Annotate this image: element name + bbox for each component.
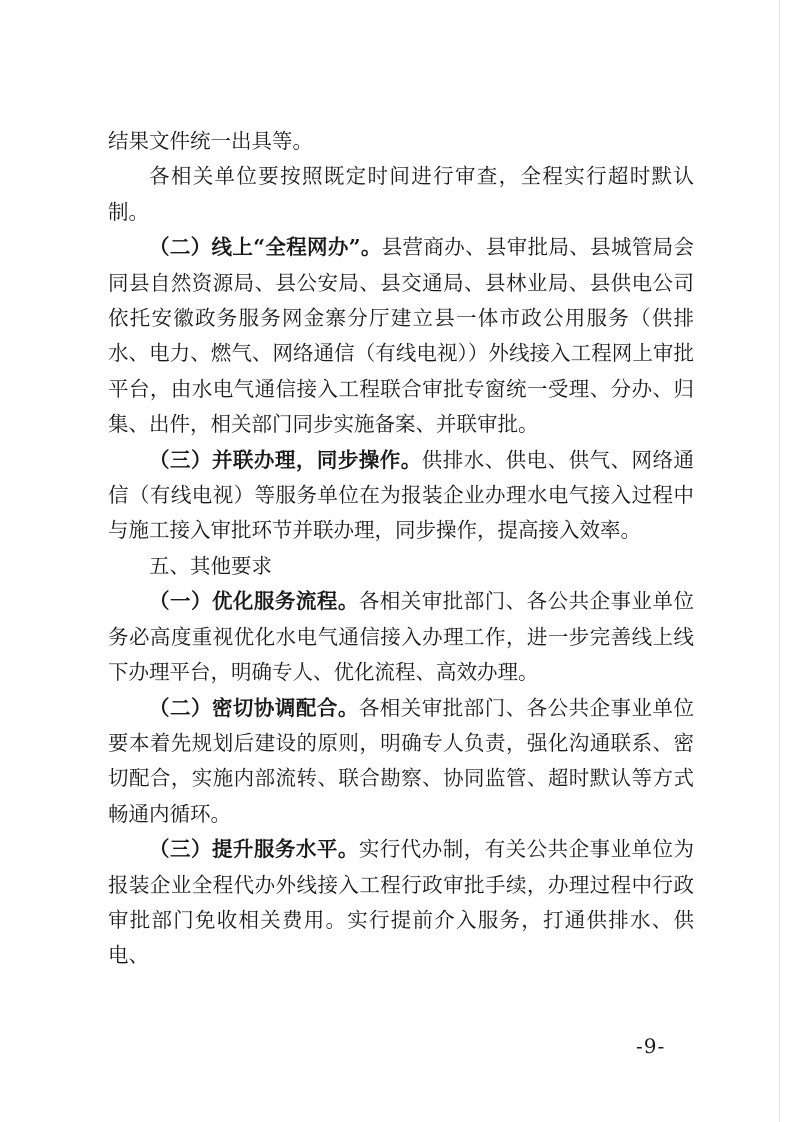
section-heading-text: 五、其他要求: [149, 553, 272, 578]
paragraph-8: [108, 832, 694, 974]
paragraph-7-text: 各相关审批部门、各公共企事业单位要本着先规划后建设的原则，明确专人负责，强化沟通联系、密切配合，实施内部流转、联合勘察、协同监管、超时默认等方式畅通内循环。: [108, 695, 695, 826]
paragraph-4-heading: （三）并联办理，同步操作。: [149, 447, 422, 472]
paragraph-6-text: 各相关审批部门、各公共企事业单位务必高度重视优化水电气通信接入办理工作，进一步完善线上线下办理平台，明确专人、优化流程、高效办理。: [108, 589, 695, 685]
paragraph-3: [108, 230, 694, 442]
paragraph-4: [108, 443, 694, 549]
paragraph-7: [108, 691, 694, 833]
paragraph-2-text: 各相关单位要按照既定时间进行审查，全程实行超时默认制。: [108, 164, 694, 224]
paragraph-2: [108, 159, 694, 230]
paragraph-1: [108, 124, 694, 159]
paragraph-8-heading: （三）提升服务水平。: [149, 837, 359, 862]
page-number: -9-: [636, 1034, 666, 1058]
paragraph-6-heading: （一）优化服务流程。: [149, 589, 359, 614]
paragraph-4-text: 供排水、供电、供气、网络通信（有线电视）等服务单位在为报装企业办理水电气接入过程中与施工接入审批环节并联办理，同步操作，提高接入效率。: [108, 447, 695, 543]
body-text: [108, 124, 694, 974]
paragraph-3-text: 县营商办、县审批局、县城管局会同县自然资源局、县公安局、县交通局、县林业局、县供电公司依托安徽政务服务网金寨分厅建立县一体市政公用服务（供排水、电力、燃气、网络通信（有线电视））外线接入工程网上审批平台，由水电气通信接入工程联合审批专窗统一受理、分办、归集、出件，相关部门同步实施备案、并联审批。: [108, 235, 694, 437]
paragraph-3-heading: （二）线上“全程网办”。: [149, 235, 382, 260]
paragraph-6: [108, 584, 694, 690]
paragraph-7-heading: （二）密切协调配合。: [149, 695, 359, 720]
page-edge-divider: [779, 0, 780, 1122]
section-heading-other-requirements: [108, 549, 694, 584]
paragraph-8-text: 实行代办制，有关公共企事业单位为报装企业全程代办外线接入工程行政审批手续，办理过程中行政审批部门免收相关费用。实行提前介入服务，打通供排水、供电、: [108, 837, 695, 968]
paragraph-1-text: 结果文件统一出具等。: [108, 129, 313, 153]
